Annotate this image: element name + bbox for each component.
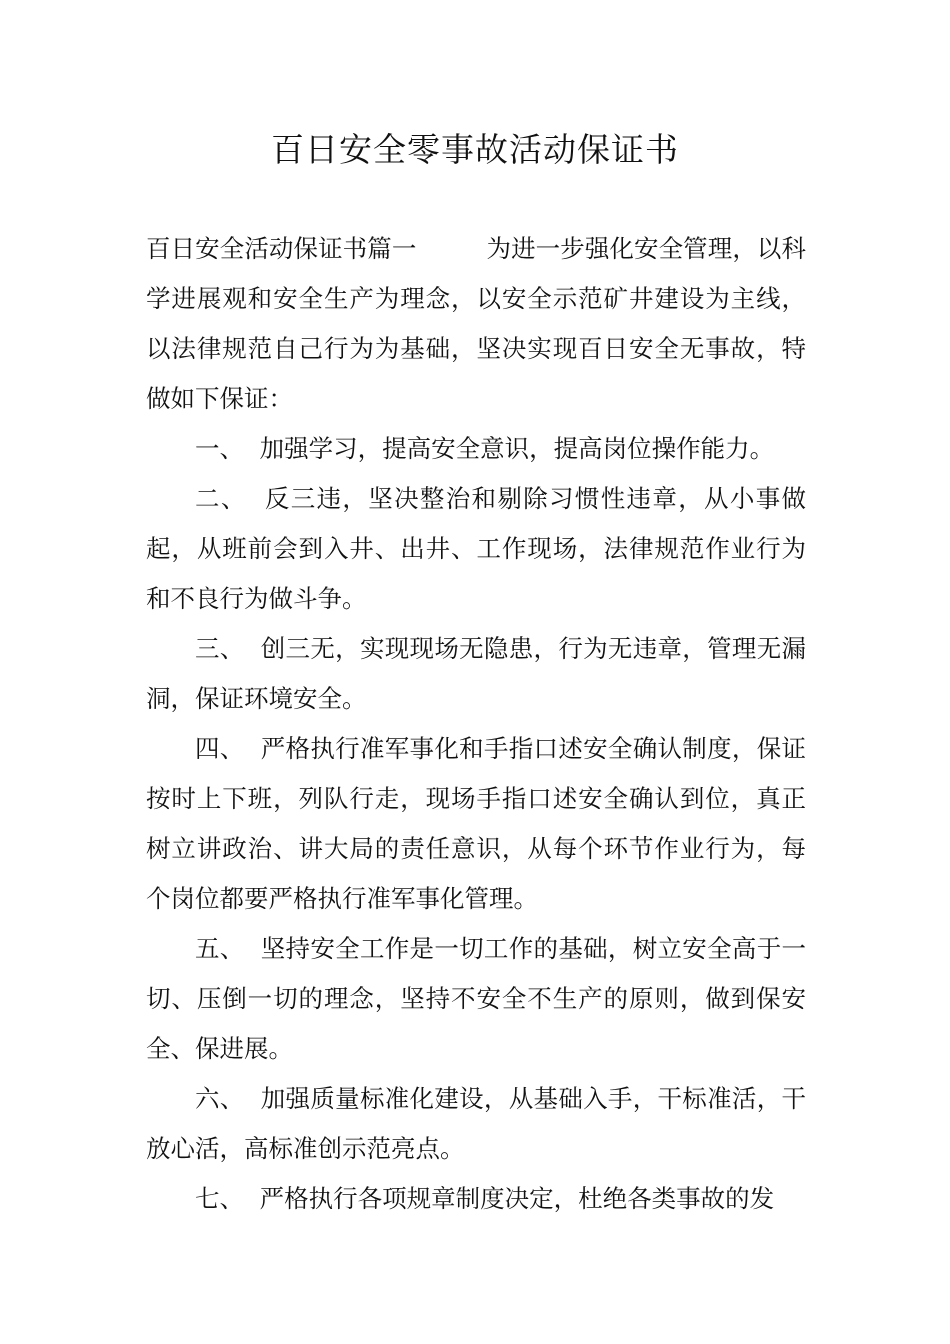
list-item xyxy=(146,624,806,724)
list-item xyxy=(146,724,806,924)
item-text: 创三无，实现现场无隐患，行为无违章，管理无漏洞，保证环境安全。 xyxy=(146,634,806,713)
item-text: 加强质量标准化建设，从基础入手，干标准活，干放心活，高标准创示范亮点。 xyxy=(146,1084,806,1163)
item-text: 严格执行各项规章制度决定，杜绝各类事故的发 xyxy=(259,1184,775,1213)
item-number: 五、 xyxy=(195,934,245,963)
item-number: 七、 xyxy=(195,1184,244,1213)
document-title: 百日安全零事故活动保证书 xyxy=(271,130,679,169)
item-number: 二、 xyxy=(195,484,247,513)
list-item xyxy=(146,924,806,1074)
item-text: 严格执行准军事化和手指口述安全确认制度，保证按时上下班，列队行走，现场手指口述安全确认到位，真正树立讲政治、讲大局的责任意识，从每个环节作业行为，每个岗位都要严格执行准军事化管理。 xyxy=(146,734,806,913)
list-item xyxy=(146,424,806,474)
item-number: 三、 xyxy=(195,634,245,663)
item-text: 加强学习，提高安全意识，提高岗位操作能力。 xyxy=(259,434,775,463)
list-item xyxy=(146,474,806,624)
intro-body: 为进一步强化安全管理，以科学进展观和安全生产为理念，以安全示范矿井建设为主线，以法律规范自己行为为基础，坚决实现百日安全无事故，特做如下保证： xyxy=(146,234,807,413)
item-number: 四、 xyxy=(195,734,245,763)
item-text: 坚持安全工作是一切工作的基础，树立安全高于一切、压倒一切的理念，坚持不安全不生产的原则，做到保安全、保进展。 xyxy=(146,934,806,1063)
item-text: 反三违，坚决整治和剔除习惯性违章，从小事做起，从班前会到入井、出井、工作现场，法律规范作业行为和不良行为做斗争。 xyxy=(146,484,807,613)
item-number: 一、 xyxy=(195,434,244,463)
intro-paragraph xyxy=(146,224,806,424)
item-number: 六、 xyxy=(195,1084,245,1113)
list-item xyxy=(146,1074,806,1174)
list-item xyxy=(146,1174,806,1224)
document-body xyxy=(146,224,806,1224)
intro-heading: 百日安全活动保证书篇一 xyxy=(146,234,417,263)
